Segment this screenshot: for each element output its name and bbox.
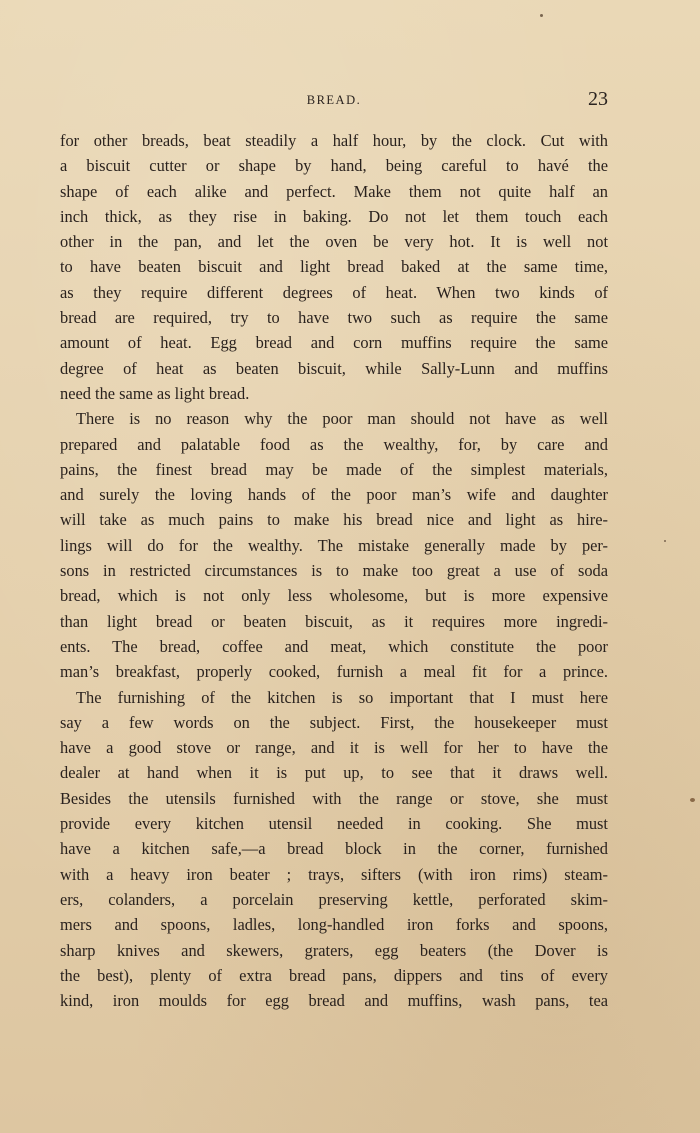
- text-line: for other breads, beat steadily a half hour, by the clock. Cut with: [60, 131, 608, 150]
- page-number: 23: [588, 88, 608, 110]
- text-line: need the same as light bread.: [60, 383, 250, 403]
- text-line: Besides the utensils furnished with the range or stove, she must: [60, 788, 608, 808]
- text-line: There is no reason why the poor man should not have as well: [76, 409, 608, 429]
- page-body: [60, 128, 608, 1013]
- text-line: kind, iron moulds for egg bread and muffins, wash pans, tea: [60, 991, 608, 1011]
- paper-speck: [664, 540, 666, 542]
- running-head: BREAD.: [306, 93, 362, 107]
- text-line: degree of heat as beaten biscuit, while Sally-Lunn and muffins: [60, 358, 608, 378]
- text-line: to have beaten biscuit and light bread baked at the same time,: [60, 257, 608, 277]
- text-line: ers, colanders, a porcelain preserving kettle, perforated skim-: [60, 889, 608, 909]
- text-line: other in the pan, and let the oven be very hot. It is well not: [60, 232, 608, 252]
- text-line: have a good stove or range, and it is well for her to have the: [60, 738, 608, 758]
- text-line: will take as much pains to make his bread nice and light as hire-: [60, 510, 608, 530]
- text-line: pains, the finest bread may be made of the simplest materials,: [60, 459, 608, 479]
- text-line: mers and spoons, ladles, long-handled iron forks and spoons,: [60, 915, 608, 935]
- text-line: sons in restricted circumstances is to make too great a use of soda: [60, 561, 608, 581]
- paper-speck: [540, 14, 543, 17]
- text-line: The furnishing of the kitchen is so important that I must here: [76, 687, 608, 707]
- text-line: ents. The bread, coffee and meat, which constitute the poor: [60, 636, 608, 656]
- page-header: [60, 88, 608, 114]
- text-line: with a heavy iron beater ; trays, sifters (with iron rims) steam-: [60, 864, 608, 884]
- text-line: shape of each alike and perfect. Make them not quite half an: [60, 181, 608, 201]
- text-line: and surely the loving hands of the poor man’s wife and daughter: [60, 485, 608, 505]
- text-line: a biscuit cutter or shape by hand, being careful to havé the: [60, 156, 608, 176]
- text-line: amount of heat. Egg bread and corn muffins require the same: [60, 333, 608, 353]
- paper-speck: [690, 798, 695, 802]
- text-line: prepared and palatable food as the wealthy, for, by care and: [60, 434, 608, 454]
- text-line: dealer at hand when it is put up, to see that it draws well.: [60, 763, 608, 783]
- text-line: bread are required, try to have two such as require the same: [60, 308, 608, 328]
- text-line: than light bread or beaten biscuit, as it requires more ingredi-: [60, 611, 608, 631]
- text-line: sharp knives and skewers, graters, egg beaters (the Dover is: [60, 940, 608, 960]
- text-line: provide every kitchen utensil needed in cooking. She must: [60, 814, 608, 834]
- text-line: as they require different degrees of heat. When two kinds of: [60, 282, 608, 302]
- text-line: bread, which is not only less wholesome, but is more expensive: [60, 586, 608, 606]
- text-line: have a kitchen safe,—a bread block in the corner, furnished: [60, 839, 608, 859]
- text-line: man’s breakfast, properly cooked, furnish a meal fit for a prince.: [60, 662, 608, 682]
- text-line: say a few words on the subject. First, the housekeeper must: [60, 712, 608, 732]
- text-line: lings will do for the wealthy. The mistake generally made by per-: [60, 535, 608, 555]
- text-line: inch thick, as they rise in baking. Do not let them touch each: [60, 206, 608, 226]
- text-line: the best), plenty of extra bread pans, dippers and tins of every: [60, 965, 608, 985]
